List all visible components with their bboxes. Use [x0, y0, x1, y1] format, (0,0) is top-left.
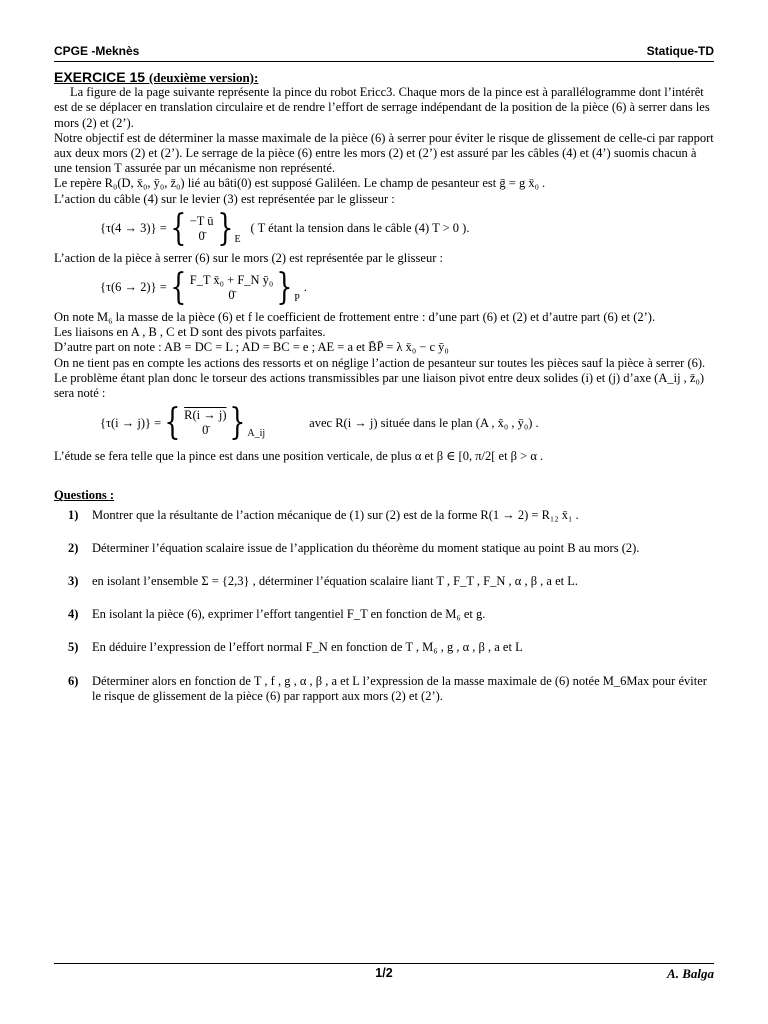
- eq3-note: avec R(i → j) située dans le plan (A , x̄₀ , ȳ₀) .: [309, 415, 539, 430]
- body-paragraph-4: On ne tient pas en compte les actions des ressorts et on néglige l’action de pesanteur sur toutes les pièces sauf la pièce à serrer (6).: [54, 355, 706, 370]
- title-sub: (deuxième version):: [148, 70, 259, 85]
- question-item: [68, 640, 714, 655]
- eq1-torsor: [167, 207, 241, 249]
- question-number: 2): [68, 540, 79, 555]
- body-paragraph-5: Le problème étant plan donc le torseur des actions transmissibles par une liaison pivot entre deux solides (i) et (j) d’axe (A_ij , z̄₀) sera noté :: [54, 370, 704, 401]
- page-header: [54, 44, 714, 58]
- eq2-column: [190, 273, 274, 303]
- paragraph-action-6-2: L’action de la pièce à serrer (6) sur le mors (2) est représentée par le glisseur :: [54, 250, 443, 265]
- equation-part-action: [100, 267, 714, 309]
- question-item: [68, 541, 714, 556]
- question-number: 1): [68, 507, 79, 522]
- question-item: [68, 607, 714, 622]
- author-name: A. Balga: [667, 966, 714, 981]
- eq2-point: P: [294, 292, 300, 304]
- right-brace-icon: }: [276, 267, 293, 309]
- header-right: Statique-TD: [646, 44, 714, 58]
- body-paragraph-2: Les liaisons en A , B , C et D sont des pivots parfaites.: [54, 325, 326, 340]
- body-paragraph-1: On note M₆ la masse de la pièce (6) et f le coefficient de frottement entre : d’une part (6) et (2) et d’autre part (6) et (2’).: [54, 310, 656, 325]
- eq3-lhs: {τ(i → j)} =: [100, 415, 162, 430]
- footer-rule: [54, 963, 714, 964]
- question-text: Montrer que la résultante de l’action mécanique de (1) sur (2) est de la forme R(1 → 2) = R₁₂ x̄₁ .: [92, 507, 579, 522]
- intro-paragraph-3: Le repère R₀(D, x̄₀, ȳ₀, z̄₀) lié au bâti(0) est supposé Galiléen. Le champ de pesanteur est ḡ = g x̄₀ .: [54, 176, 546, 191]
- exercise-title: [54, 70, 714, 85]
- eq3-point: A_ij: [247, 428, 266, 440]
- question-item: [68, 674, 714, 704]
- question-item: [68, 508, 714, 523]
- eq2-top: F_T x̄₀ + F_N ȳ₀: [189, 273, 274, 288]
- question-number: 4): [68, 607, 79, 622]
- eq2-torsor: [167, 267, 300, 309]
- right-brace-icon: }: [216, 207, 234, 249]
- eq1-top: −T ū: [189, 213, 214, 228]
- question-text: En déduire l’expression de l’effort normal F_N en fonction de T , M₆ , g , α , β , a et L: [92, 640, 523, 655]
- study-condition: L’étude se fera telle que la pince est dans une position verticale, de plus α et β ∈ [0, π/2[ et β > α .: [54, 449, 544, 464]
- question-text: Déterminer l’équation scalaire issue de l’application du théorème du moment statique au point B au mors (2).: [92, 540, 640, 555]
- question-item: [68, 574, 714, 589]
- question-text: en isolant l’ensemble Σ = {2,3} , déterminer l’équation scalaire liant T , F_T , F_N , α , β , a et L.: [92, 574, 579, 589]
- eq2-after: .: [303, 280, 307, 295]
- right-brace-icon: }: [229, 402, 246, 444]
- left-brace-icon: {: [170, 267, 187, 309]
- eq1-column: [190, 214, 214, 244]
- eq1-note: ( T étant la tension dans le câble (4) T > 0 ).: [250, 221, 470, 236]
- eq1-lhs: {τ(4 → 3)} =: [100, 221, 167, 236]
- eq2-lhs: {τ(6 → 2)} =: [100, 280, 167, 295]
- question-number: 3): [68, 574, 79, 589]
- eq3-bottom: 0̄: [202, 423, 209, 438]
- intro-paragraph-4: L’action du câble (4) sur le levier (3) est représentée par le glisseur :: [54, 191, 395, 206]
- eq3-torsor: [161, 402, 266, 444]
- intro-paragraph-2: Notre objectif est de déterminer la masse maximale de la pièce (6) à serrer pour éviter le risque de glissement de celle-ci par rapport aux deux mors (2) et (2’). Le serrage de la pièce (6) entre les mors (2) et (2’) est assuré par les câbles (4) et (4’) suomis chacun à une tension T assurée par un mécanisme non représenté.: [54, 130, 714, 176]
- page-number: 1/2: [375, 966, 393, 980]
- equation-cable-action: [100, 207, 714, 249]
- eq3-top: R(i → j): [184, 408, 227, 423]
- eq2-bottom: 0̄: [228, 288, 235, 303]
- question-text: En isolant la pièce (6), exprimer l’effort tangentiel F_T en fonction de M₆ et g.: [92, 607, 486, 622]
- header-left: CPGE -Meknès: [54, 44, 140, 58]
- question-number: 6): [68, 673, 79, 688]
- body-paragraph-3: D’autre part on note : AB = DC = L ; AD = BC = e ; AE = a et B̄P̄ = λ x̄₀ − c ȳ₀: [54, 340, 449, 355]
- eq3-column: [184, 408, 226, 438]
- question-text: Déterminer alors en fonction de T , f , g , α , β , a et L l’expression de la masse maximale de (6) notée M_6Max pour éviter le risque de glissement de la pièce (6) par rapport aux mors (2) et (2’).: [92, 673, 707, 703]
- left-brace-icon: {: [170, 207, 187, 249]
- equation-pivot-torsor: [100, 402, 714, 444]
- eq1-bottom: 0̄: [198, 228, 205, 243]
- title-main: EXERCICE 15: [54, 69, 146, 85]
- eq1-point: E: [234, 233, 241, 245]
- header-rule: [54, 61, 714, 62]
- question-number: 5): [68, 640, 79, 655]
- document-body: [54, 70, 714, 722]
- intro-paragraph-1: La figure de la page suivante représente la pince du robot Ericc3. Chaque mors de la pince est à parallélogramme dont l’intérêt est de se déplacer en translation circulaire et de rendre l’effort de serrage indépendant de la position de la pièce (6) à serrer dans les mors (2) et (2’).: [54, 85, 710, 130]
- questions-heading: Questions :: [54, 488, 115, 503]
- left-brace-icon: {: [164, 402, 181, 444]
